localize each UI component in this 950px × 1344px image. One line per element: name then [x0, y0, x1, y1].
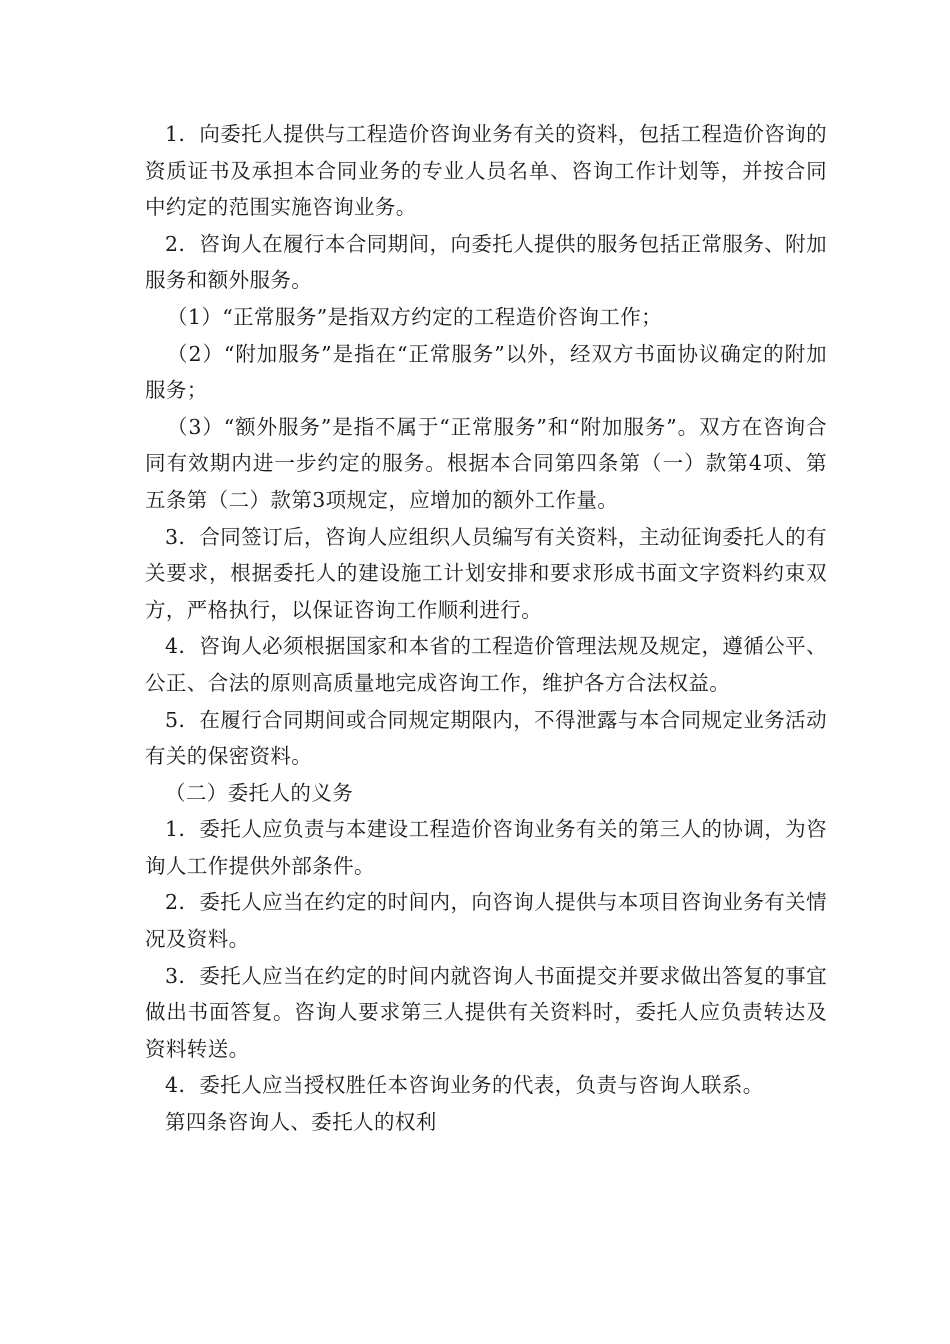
article-four-heading: 第四条咨询人、委托人的权利 — [165, 1110, 437, 1135]
paragraph-client-item-4: 4．委托人应当授权胜任本咨询业务的代表，负责与咨询人联系。 — [165, 1073, 764, 1098]
paragraph-item-1: 1．向委托人提供与工程造价咨询业务有关的资料，包括工程造价咨询的资质证书及承担本合同业务的专业人员名单、咨询工作计划等，并按合同中约定的范围实施咨询业务。 — [145, 122, 827, 220]
paragraph-sub-2: （2）“附加服务”是指在“正常服务”以外，经双方书面协议确定的附加服务； — [145, 341, 827, 403]
paragraph-item-2: 2．咨询人在履行本合同期间，向委托人提供的服务包括正常服务、附加服务和额外服务。 — [145, 231, 827, 293]
document-body — [145, 116, 827, 1141]
paragraph-item-4: 4．咨询人必须根据国家和本省的工程造价管理法规及规定，遵循公平、公正、合法的原则高质量地完成咨询工作，维护各方合法权益。 — [145, 634, 827, 695]
paragraph-item-3: 3．合同签订后，咨询人应组织人员编写有关资料，主动征询委托人的有关要求，根据委托人的建设施工计划安排和要求形成书面文字资料约束双方，严格执行，以保证咨询工作顺利进行。 — [145, 524, 827, 622]
paragraph-client-item-3: 3．委托人应当在约定的时间内就咨询人书面提交并要求做出答复的事宜做出书面答复。咨询人要求第三人提供有关资料时，委托人应负责转达及资料转送。 — [145, 963, 827, 1061]
section-heading-client-obligations: （二）委托人的义务 — [165, 780, 354, 805]
paragraph-item-5: 5．在履行合同期间或合同规定期限内，不得泄露与本合同规定业务活动有关的保密资料。 — [145, 707, 827, 769]
paragraph-client-item-1: 1．委托人应负责与本建设工程造价咨询业务有关的第三人的协调，为咨询人工作提供外部条件。 — [145, 817, 827, 878]
paragraph-client-item-2: 2．委托人应当在约定的时间内，向咨询人提供与本项目咨询业务有关情况及资料。 — [145, 890, 827, 952]
paragraph-sub-3: （3）“额外服务”是指不属于“正常服务”和“附加服务”。双方在咨询合同有效期内进一步约定的服务。根据本合同第四条第（一）款第4项、第五条第（二）款第3项规定，应增加的额外工作量。 — [145, 414, 827, 512]
paragraph-sub-1: （1）“正常服务”是指双方约定的工程造价咨询工作； — [167, 304, 663, 329]
